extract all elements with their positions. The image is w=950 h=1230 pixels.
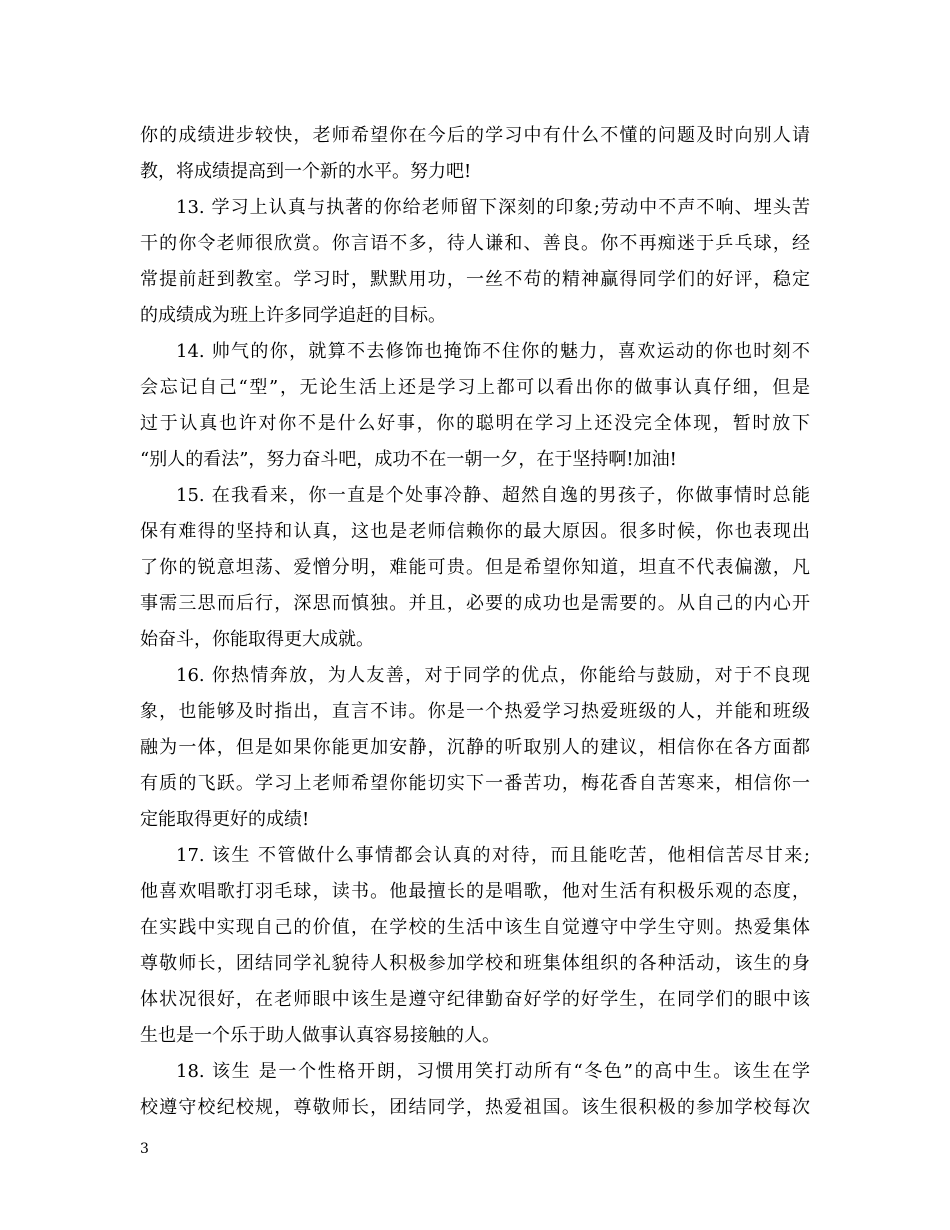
page-number: 3 <box>140 1141 149 1157</box>
text-line: 生也是一个乐于助人做事认真容易接触的人。 <box>140 1025 500 1046</box>
text-line: 始奋斗，你能取得更大成就。 <box>140 629 374 650</box>
text-line: 有质的飞跃。学习上老师希望你能切实下一番苦功，梅花香自苦寒来，相信你一 <box>140 773 810 794</box>
text-line: 定能取得更好的成绩! <box>140 809 310 830</box>
text-line: 他喜欢唱歌打羽毛球，读书。他最擅长的是唱歌，他对生活有积极乐观的态度， <box>140 881 810 902</box>
text-line: 过于认真也许对你不是什么好事，你的聪明在学习上还没完全体现，暂时放下 <box>140 413 810 434</box>
text-line: 15. 在我看来，你一直是个处事冷静、超然自逸的男孩子，你做事情时总能 <box>176 485 810 506</box>
text-line: 体状况很好，在老师眼中该生是遵守纪律勤奋好学的好学生，在同学们的眼中该 <box>140 989 810 1010</box>
text-line: 事需三思而后行，深思而慎独。并且，必要的成功也是需要的。从自己的内心开 <box>140 593 810 614</box>
text-line: 教，将成绩提高到一个新的水平。努力吧! <box>140 161 472 182</box>
text-line: 16. 你热情奔放，为人友善，对于同学的优点，你能给与鼓励，对于不良现 <box>176 665 810 686</box>
text-line: 象，也能够及时指出，直言不讳。你是一个热爱学习热爱班级的人，并能和班级 <box>140 701 810 722</box>
text-line: 了你的锐意坦荡、爱憎分明，难能可贵。但是希望你知道，坦直不代表偏激，凡 <box>140 557 810 578</box>
text-line: 你的成绩进步较快，老师希望你在今后的学习中有什么不懂的问题及时向别人请 <box>140 125 810 146</box>
text-line: 的成绩成为班上许多同学追赶的目标。 <box>140 305 446 326</box>
text-line: 保有难得的坚持和认真，这也是老师信赖你的最大原因。很多时候，你也表现出 <box>140 521 810 542</box>
text-line: 尊敬师长，团结同学礼貌待人积极参加学校和班集体组织的各种活动，该生的身 <box>140 953 810 974</box>
text-line: 17. 该生 不管做什么事情都会认真的对待，而且能吃苦，他相信苦尽甘来; <box>176 845 810 866</box>
text-line: 会忘记自己“型”，无论生活上还是学习上都可以看出你的做事认真仔细，但是 <box>140 377 810 398</box>
text-line: 常提前赶到教室。学习时，默默用功，一丝不苟的精神赢得同学们的好评，稳定 <box>140 269 810 290</box>
text-line: 14. 帅气的你，就算不去修饰也掩饰不住你的魅力，喜欢运动的你也时刻不 <box>176 341 810 362</box>
text-line: 校遵守校纪校规，尊敬师长，团结同学，热爱祖国。该生很积极的参加学校每次 <box>140 1097 810 1118</box>
text-line: 在实践中实现自己的价值，在学校的生活中该生自觉遵守中学生守则。热爱集体 <box>140 917 810 938</box>
text-line: 干的你令老师很欣赏。你言语不多，待人谦和、善良。你不再痴迷于乒乓球，经 <box>140 233 810 254</box>
text-line: 18. 该生 是一个性格开朗，习惯用笑打动所有“冬色”的高中生。该生在学 <box>176 1061 810 1082</box>
text-line: “别人的看法”，努力奋斗吧，成功不在一朝一夕，在于坚持啊!加油! <box>140 449 677 470</box>
text-line: 13. 学习上认真与执著的你给老师留下深刻的印象;劳动中不声不响、埋头苦 <box>176 197 810 218</box>
text-line: 融为一体，但是如果你能更加安静，沉静的听取别人的建议，相信你在各方面都 <box>140 737 810 758</box>
